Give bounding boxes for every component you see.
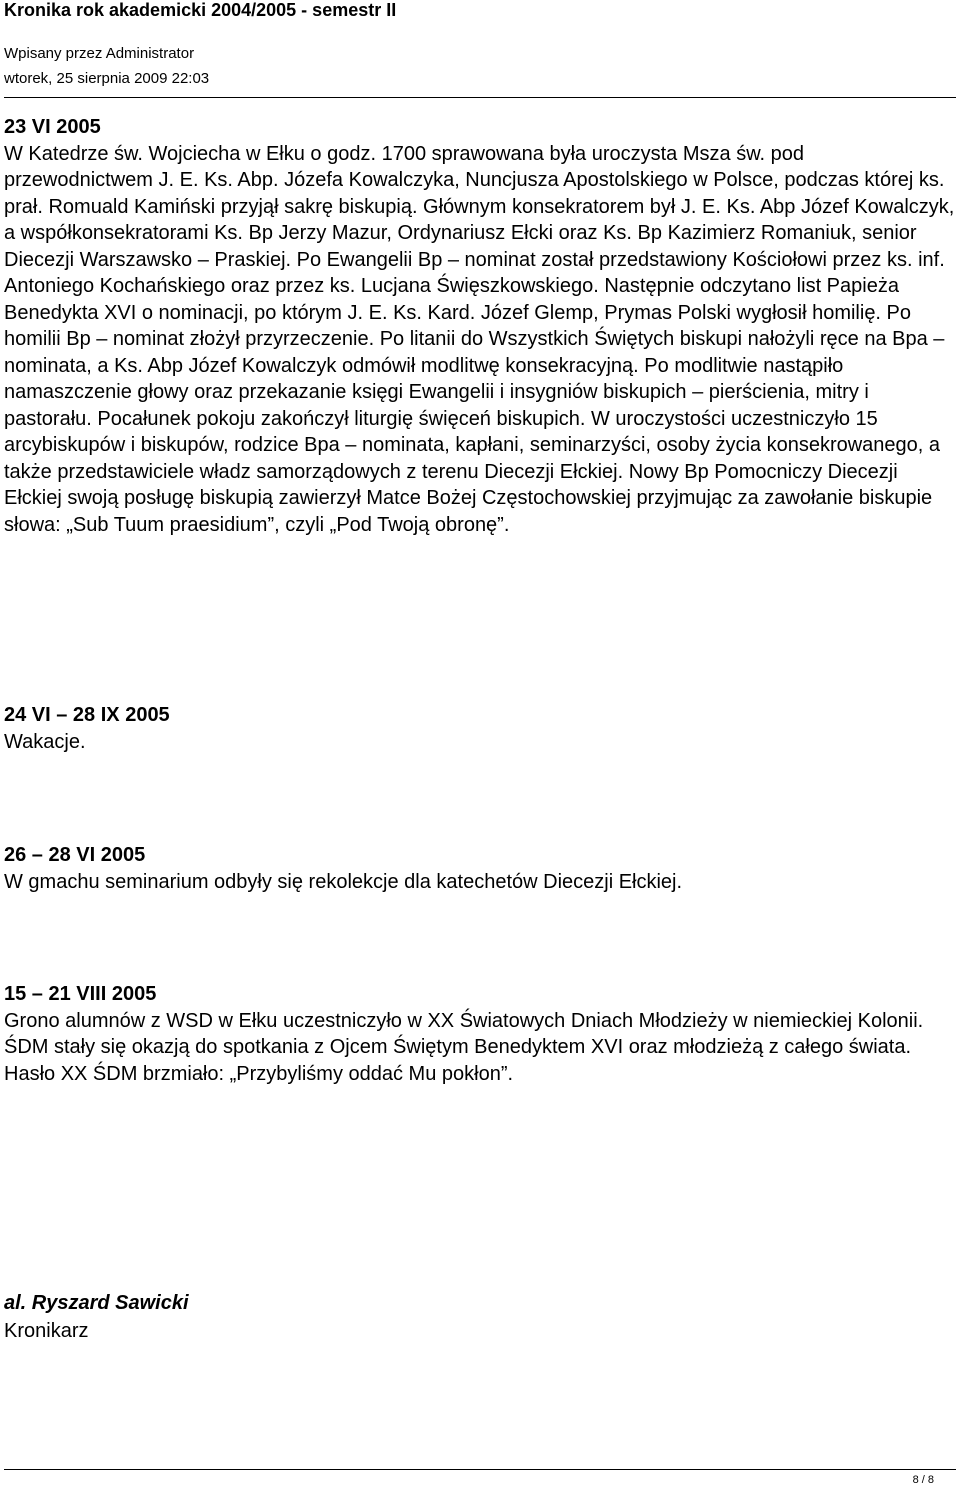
entry-date: 23 VI 2005	[4, 116, 101, 138]
entry-text: Wakacje.	[4, 730, 86, 753]
header-divider	[4, 97, 956, 98]
entry-date: 24 VI – 28 IX 2005	[4, 704, 170, 726]
entry-date: 26 – 28 VI 2005	[4, 844, 146, 866]
entry-text: W Katedrze św. Wojciecha w Ełku o godz. 1700 sprawowana była uroczysta Msza św. pod przewodnictwem J. E. Ks. Abp. Józefa Kowalczyka, Nuncjusza Apostolskiego w Polsce, podczas której ks. prał. Romuald Kamiński przyjął sakrę biskupią. Głównym konsekratorem był J. E. Ks. Abp Józef Kowalczyk, a współkonsekratorami Ks. Bp Jerzy Mazur, Ordynariusz Ełcki oraz Ks. Bp Kazimierz Romaniuk, senior Diecezji Warszawsko – Praskiej. Po Ewangelii Bp – nominat został przedstawiony Kościołowi przez ks. inf. Antoniego Kochańskiego oraz przez ks. Lucjana Święszkowskiego. Następnie odczytano list Papieża Benedykta XVI o nominacji, po którym J. E. Ks. Kard. Józef Glemp, Prymas Polski wygłosił homilię. Po homilii Bp – nominat złożył przyrzeczenie. Po litanii do Wszystkich Świętych biskupi nałożyli ręce na Bpa – nominata, a Ks. Abp Józef Kowalczyk odmówił modlitwę konsekracyjną. Po modlitwie nastąpiło namaszczenie głowy oraz przekazanie księgi Ewangelii i insygniów biskupich – pierścienia, mitry i pastorału. Pocałunek pokoju zakończył liturgię święceń biskupich. W uroczystości uczestniczyło 15 arcybiskupów i biskupów, rodzice Bpa – nominata, kapłani, seminarzyści, osoby życia konsekrowanego, a także przedstawiciele władz samorządowych z terenu Diecezji Ełckiej. Nowy Bp Pomocniczy Diecezji Ełckiej swoją posługę biskupią zawierzył Matce Bożej Częstochowskiej przyjmując za zawołanie biskupie słowa: „Sub Tuum praesidium”, czyli „Pod Twoją obronę”.	[4, 142, 955, 536]
page-number: 8 / 8	[912, 1474, 934, 1486]
chronicle-entry	[4, 114, 956, 538]
signature-block	[4, 1289, 189, 1345]
publish-date: wtorek, 25 sierpnia 2009 22:03	[4, 70, 210, 87]
document-title: Kronika rok akademicki 2004/2005 - semestr II	[4, 0, 397, 20]
entry-text: W gmachu seminarium odbyły się rekolekcje dla katechetów Diecezji Ełckiej.	[4, 870, 683, 893]
document-page	[4, 0, 956, 1487]
signature-role: Kronikarz	[4, 1320, 89, 1342]
footer-divider	[4, 1469, 956, 1470]
entry-text: Grono alumnów z WSD w Ełku uczestniczyło w XX Światowych Dniach Młodzieży w niemieckiej Kolonii. ŚDM stały się okazją do spotkania z Ojcem Świętym Benedyktem XVI oraz młodzieżą z całego świata. Hasło XX ŚDM brzmiało: „Przybyliśmy oddać Mu pokłon”.	[4, 1009, 924, 1085]
signature-name: al. Ryszard Sawicki	[4, 1292, 189, 1314]
chronicle-entry	[4, 842, 956, 895]
author-line: Wpisany przez Administrator	[4, 45, 195, 62]
chronicle-entry	[4, 702, 956, 755]
entry-date: 15 – 21 VIII 2005	[4, 983, 157, 1005]
chronicle-entry	[4, 981, 956, 1087]
